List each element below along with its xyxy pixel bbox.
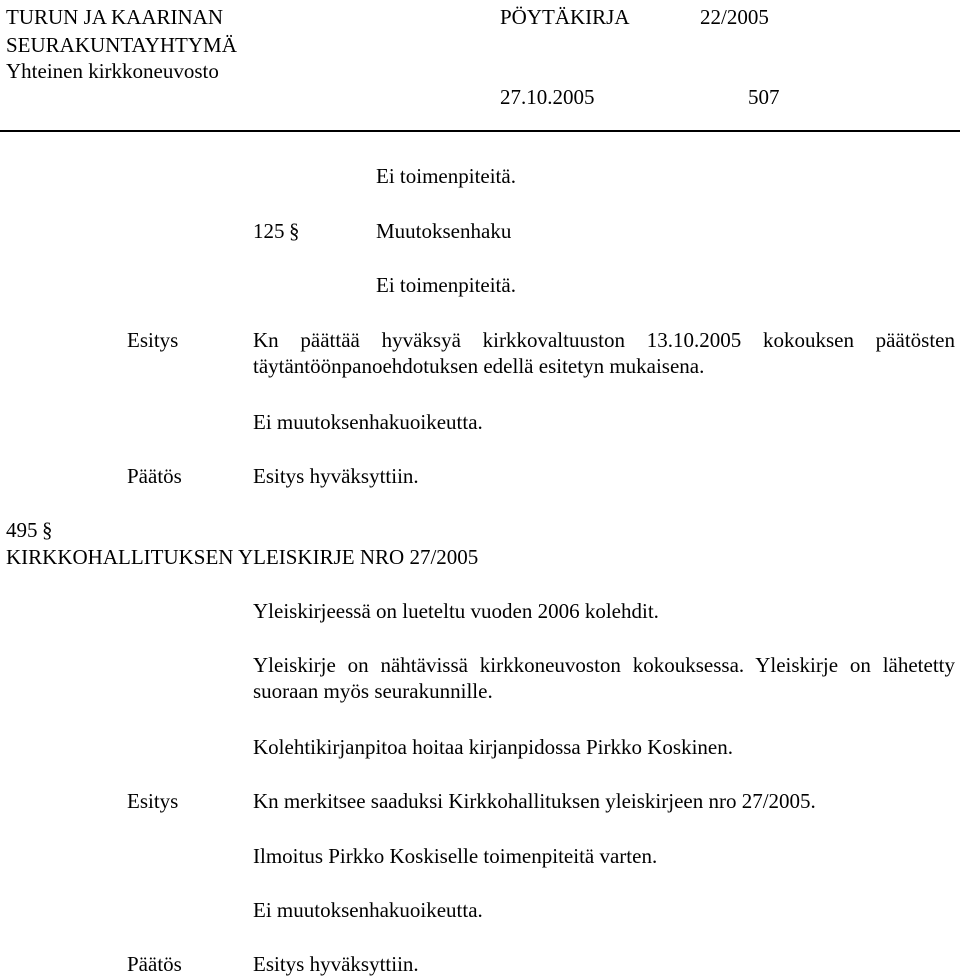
section-495-paragraph-3: Kolehtikirjanpitoa hoitaa kirjanpidossa Pirkko Koskinen. [253,735,734,759]
section-495-appeal: Ei muutoksenhakuoikeutta. [253,898,483,922]
section-125-title: Muutoksenhaku [376,219,512,243]
section-495-paatos-label: Päätös [127,952,182,976]
section-495-paragraph-2: Yleiskirje on nähtävissä kirkkoneuvoston kokouksessa. Yleiskirje on lähetetty suoraan myös seurakunnille. [253,653,955,703]
section-125-esitys-text: Kn päättää hyväksyä kirkkovaltuuston 13.10.2005 kokouksen päätösten täytäntöönpanoehdotuksen edellä esitetyn mukaisena. [253,328,955,378]
section-495-notice: Ilmoitus Pirkko Koskiselle toimenpiteitä varten. [253,844,658,868]
section-125-esitys-label: Esitys [127,328,179,352]
previous-section-note: Ei toimenpiteitä. [376,164,516,188]
section-495-esitys-label: Esitys [127,789,179,813]
section-125-paatos-label: Päätös [127,464,182,488]
board-name: Yhteinen kirkkoneuvosto [6,59,219,83]
section-125-appeal: Ei muutoksenhakuoikeutta. [253,410,483,434]
document-number: 22/2005 [700,5,769,29]
section-495-paragraph-1: Yleiskirjeessä on lueteltu vuoden 2006 kolehdit. [253,599,659,623]
section-125-body: Ei toimenpiteitä. [376,273,516,297]
section-sign-icon: § [289,219,300,243]
page-number: 507 [748,85,780,109]
section-495-esitys-text: Kn merkitsee saaduksi Kirkkohallituksen yleiskirjeen nro 27/2005. [253,789,816,813]
header-divider [0,130,960,132]
section-495-number: 495 [6,518,38,542]
meeting-date: 27.10.2005 [500,85,595,109]
section-sign-icon: § [42,518,53,542]
document-type: PÖYTÄKIRJA [500,5,630,29]
section-495-title: KIRKKOHALLITUKSEN YLEISKIRJE NRO 27/2005 [6,545,479,569]
organization-name: TURUN JA KAARINAN [6,5,224,29]
organization-subname: SEURAKUNTAYHTYMÄ [6,33,237,57]
section-125-paatos-text: Esitys hyväksyttiin. [253,464,419,488]
section-125-number: 125 [253,219,285,243]
section-495-paatos-text: Esitys hyväksyttiin. [253,952,419,976]
